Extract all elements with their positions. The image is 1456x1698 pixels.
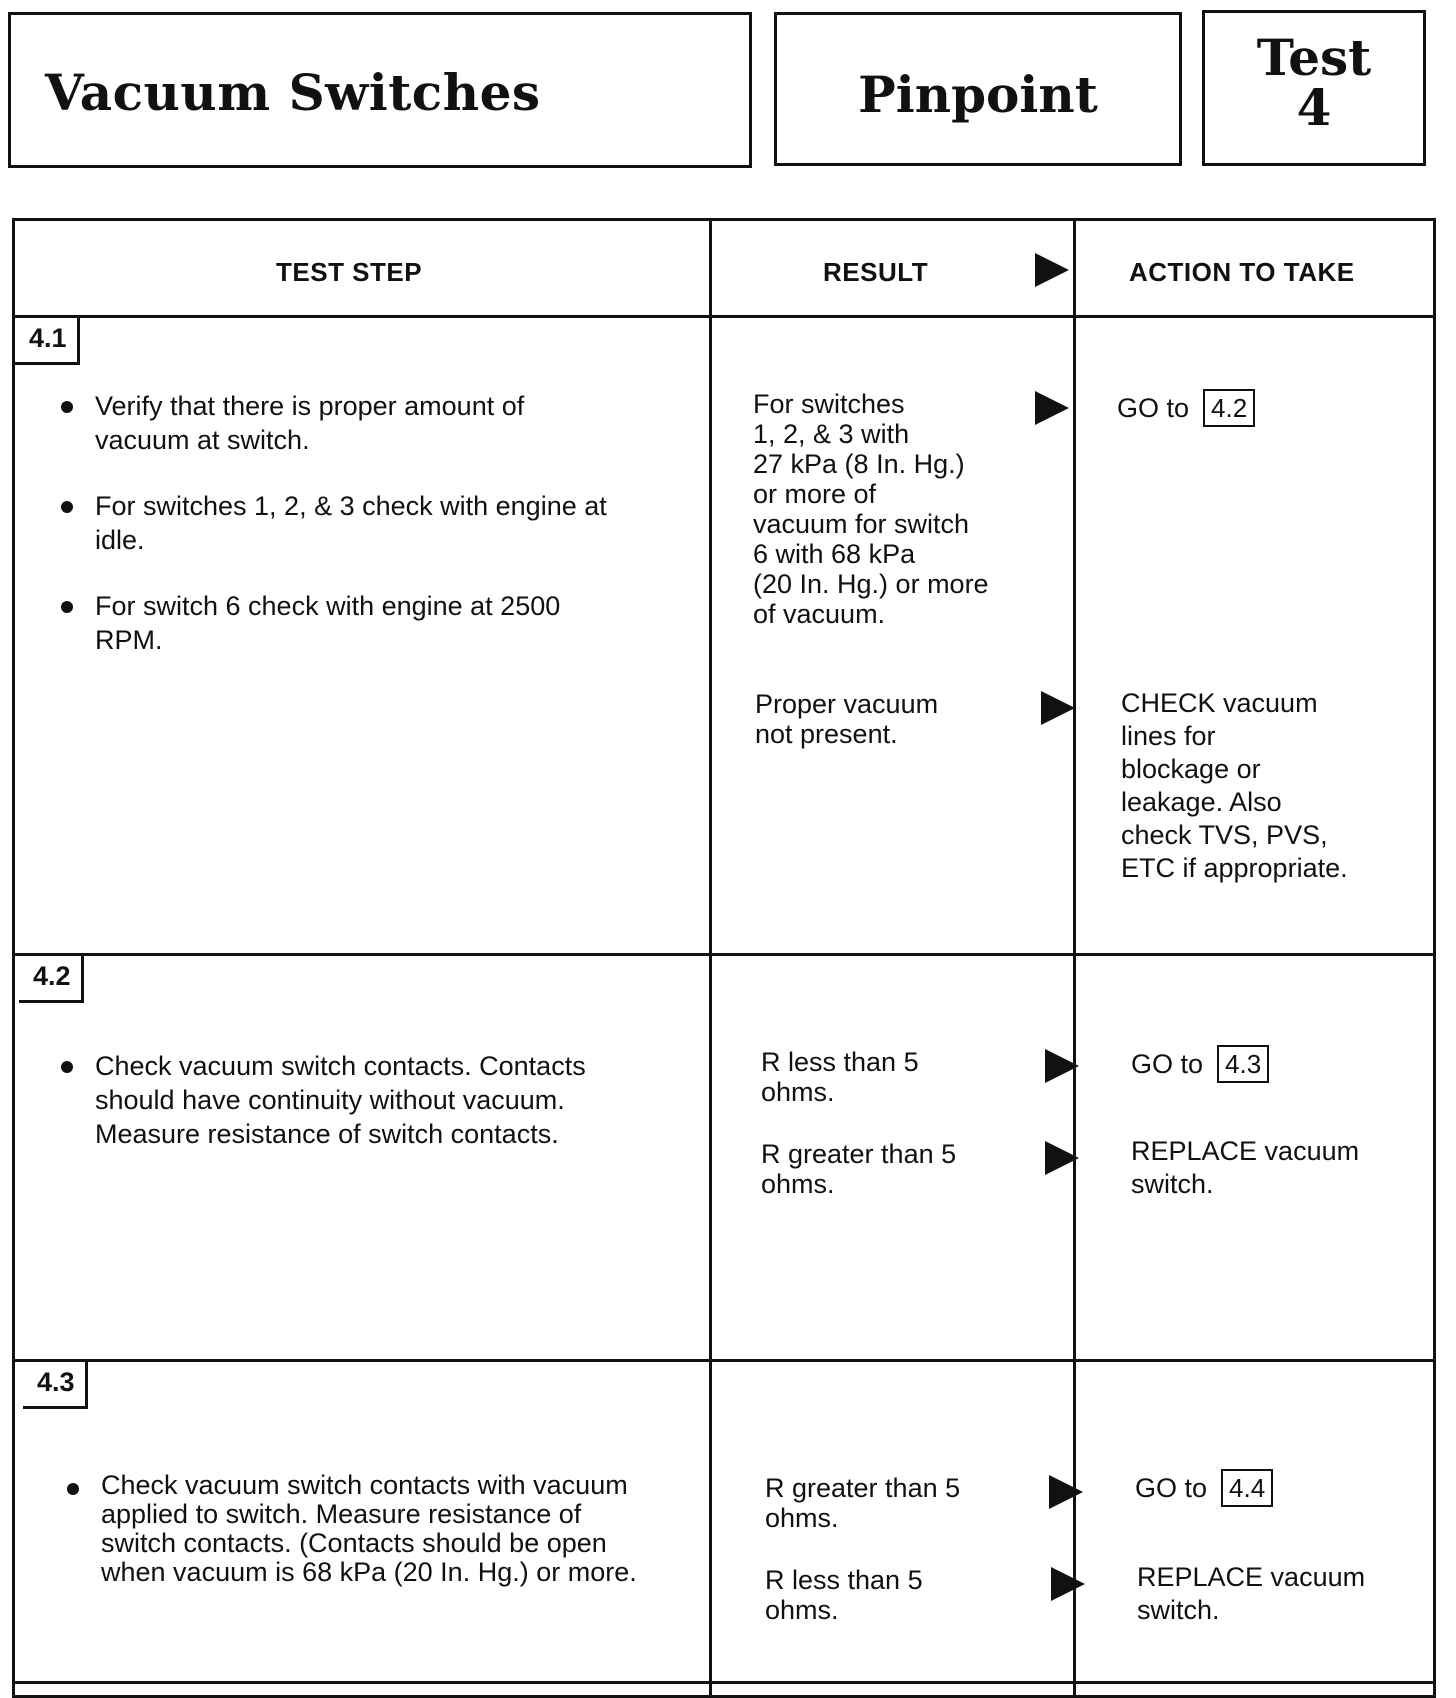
arrow-right-icon (1035, 391, 1069, 425)
column-divider-1 (709, 221, 712, 1695)
arrow-right-icon (1041, 691, 1075, 725)
test-type: Pinpoint (858, 65, 1098, 124)
title-box (8, 12, 752, 168)
goto-step-ref: 4.2 (1203, 389, 1255, 427)
goto-step-ref: 4.3 (1217, 1045, 1269, 1083)
action-text: REPLACE vacuum switch. (1131, 1136, 1360, 1199)
arrow-right-icon (1035, 253, 1069, 287)
action-goto (1117, 389, 1255, 427)
test-number: 4 (1296, 78, 1332, 137)
test-number-heading (1205, 28, 1423, 137)
column-header-test-step: TEST STEP (276, 257, 423, 287)
instruction-item: For switches 1, 2, & 3 check with engine at idle. (61, 489, 621, 557)
arrow-right-icon (1045, 1141, 1079, 1175)
step-instructions (61, 1049, 661, 1183)
goto-label: GO to (1117, 393, 1190, 423)
goto-step-ref: 4.4 (1221, 1469, 1273, 1507)
page-title: Vacuum Switches (45, 63, 541, 122)
step-number: 4.3 (23, 1359, 88, 1409)
pinpoint-test-table (12, 218, 1436, 1698)
action-goto (1131, 1045, 1269, 1083)
row-divider-3 (15, 1681, 1433, 1684)
test-number-box (1202, 10, 1426, 166)
test-label: Test (1256, 28, 1372, 87)
step-number: 4.2 (19, 953, 84, 1003)
action-text: CHECK vacuum lines for blockage or leakage. Also check TVS, PVS, ETC if appropriate. (1121, 688, 1348, 883)
column-header-action: ACTION TO TAKE (1129, 257, 1355, 287)
instruction-item: Check vacuum switch contacts with vacuum applied to switch. Measure resistance of switch contacts. (Contacts should be open when vacuum is 68 kPa (20 In. Hg.) or more. (67, 1471, 647, 1587)
action-goto (1135, 1469, 1273, 1507)
column-header-result: RESULT (823, 257, 929, 287)
arrow-right-icon (1049, 1475, 1083, 1509)
column-divider-2 (1073, 221, 1076, 1695)
step-instructions (67, 1471, 647, 1619)
row-divider-1 (15, 953, 1433, 956)
result-text: Proper vacuum not present. (755, 689, 939, 749)
arrow-right-icon (1051, 1567, 1085, 1601)
test-type-box (774, 12, 1182, 166)
instruction-item: Verify that there is proper amount of vacuum at switch. (61, 389, 621, 457)
action-text: REPLACE vacuum switch. (1137, 1562, 1366, 1625)
goto-label: GO to (1135, 1473, 1208, 1503)
result-text: R greater than 5 ohms. (765, 1473, 961, 1533)
arrow-right-icon (1045, 1049, 1079, 1083)
step-instructions (61, 389, 621, 689)
instruction-item: Check vacuum switch contacts. Contacts should have continuity without vacuum. Measure resistance of switch contacts. (61, 1049, 661, 1151)
result-text: R greater than 5 ohms. (761, 1139, 957, 1199)
instruction-item: For switch 6 check with engine at 2500 RPM. (61, 589, 621, 657)
result-text: R less than 5 ohms. (765, 1565, 923, 1625)
goto-label: GO to (1131, 1049, 1204, 1079)
row-divider-2 (15, 1359, 1433, 1362)
header-row-divider (15, 315, 1433, 318)
result-text: For switches 1, 2, & 3 with 27 kPa (8 In. Hg.) or more of vacuum for switch 6 with 68 kPa (20 In. Hg.) or more of vacuum. (753, 389, 989, 629)
step-number: 4.1 (15, 315, 80, 365)
result-text: R less than 5 ohms. (761, 1047, 919, 1107)
